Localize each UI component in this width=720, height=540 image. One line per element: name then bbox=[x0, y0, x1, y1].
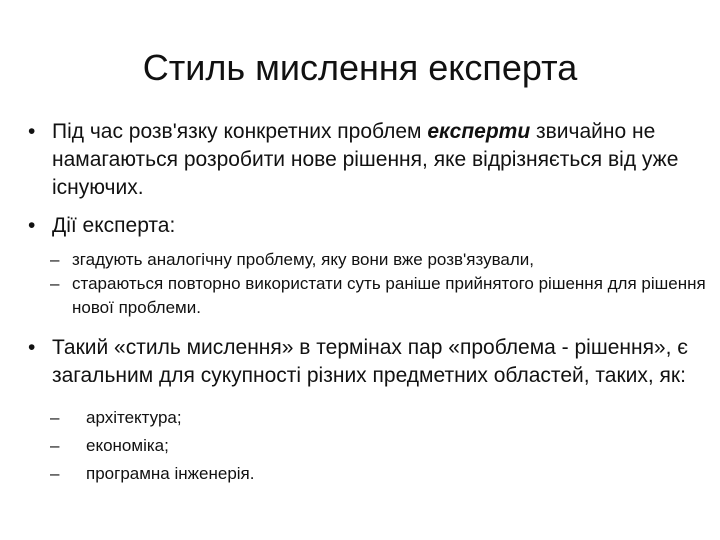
bullet-text: Дії експерта: bbox=[52, 214, 176, 237]
bullet-text: Такий «стиль мислення» в термінах пар «проблема - рішення», є загальним для сукупності різних предметних областей, таких, як: bbox=[52, 336, 688, 387]
slide-body bbox=[26, 118, 706, 488]
sub-item bbox=[26, 432, 706, 460]
sub-item-text: архітектура; bbox=[86, 408, 182, 427]
bullet-text-start: Під час розв'язку конкретних проблем bbox=[52, 120, 428, 143]
dash-icon: – bbox=[50, 464, 60, 483]
dash-icon: – bbox=[50, 274, 60, 293]
dash-icon: – bbox=[50, 408, 60, 427]
bullet-icon: • bbox=[28, 214, 36, 237]
bullet-item bbox=[26, 212, 706, 240]
sub-item bbox=[26, 404, 706, 432]
sub-item-text: програмна інженерія. bbox=[86, 464, 255, 483]
sub-item-text: стараються повторно використати суть раніше прийнятого рішення для рішення нової проблеми. bbox=[72, 274, 706, 317]
sub-item bbox=[26, 460, 706, 488]
sub-list bbox=[26, 248, 706, 320]
bullet-icon: • bbox=[28, 120, 36, 143]
slide-title: Стиль мислення експерта bbox=[142, 47, 578, 88]
sub-item-text: економіка; bbox=[86, 436, 169, 455]
sub-item bbox=[26, 248, 706, 272]
bullet-emphasis: експерти bbox=[427, 120, 531, 143]
dash-icon: – bbox=[50, 436, 60, 455]
sub-list bbox=[26, 404, 706, 488]
sub-item-text: згадують аналогічну проблему, яку вони вже розв'язували, bbox=[72, 250, 535, 269]
dash-icon: – bbox=[50, 250, 60, 269]
bullet-text-end: звичайно не намагаються розробити нове рішення, яке відрізняється від уже існуючих. bbox=[52, 120, 679, 199]
sub-item bbox=[26, 272, 706, 320]
bullet-item bbox=[26, 118, 706, 202]
bullet-item bbox=[26, 334, 706, 390]
bullet-icon: • bbox=[28, 336, 36, 359]
